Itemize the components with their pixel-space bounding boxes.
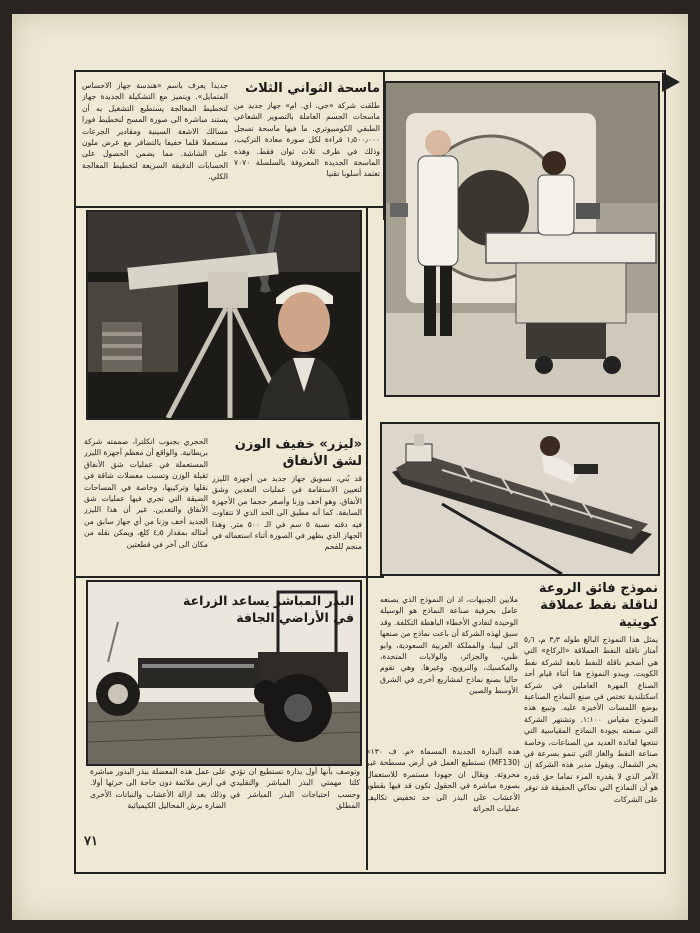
magazine-page	[12, 14, 688, 920]
ct-article-left	[82, 80, 228, 204]
seeding-body-left: على عمل هذه المعضلة ببذر البذور مباشرة في أرض ملائمة دون حاجة الى حرثها أولا. وذلك بعد ازالة الأعشاب والنباتات الأخرى الضارة برش المحاليل الكيميائية	[90, 767, 226, 811]
divider	[74, 576, 384, 578]
page-arrow-marker	[662, 72, 680, 92]
seeding-title: البذر المباشر يساعد الزراعة في الأراضي الجافة	[183, 593, 354, 625]
seeding-body-mid: وتوصف بأنها أول بذارة تستطيع ان تؤدي كلتا مهمتي البذر المباشر والتقليدي وحسب احتياجات البذر المباشر في المطلق	[230, 767, 360, 811]
page-number: ٧١	[84, 834, 98, 849]
laser-body-right: قد بُني، تسويق جهاز جديد من أجهزة الليزر لتعيين الاستقامة في عمليات التعدين وشق الأنفاق. وهو أخف وزنا وأصغر حجما من الأجهزة السابقة. كما أنه مطيق الى الحد الذي لا تتفاوت فيه دقته نسبة ٥ سم في الـ ٥٠٠ متر. وهذا الجهاز الذي يظهر في الصورة أثناء استعماله في منجم للفحم	[212, 474, 362, 552]
seeding-article-left	[90, 766, 226, 826]
laser-title: «ليزر» خفيف الوزن لشق الأنفاق	[234, 437, 362, 469]
tanker-article-right	[524, 580, 658, 850]
laser-article-right	[212, 436, 362, 576]
seeding-article-right	[366, 746, 520, 846]
tanker-article-left	[380, 594, 518, 744]
ct-article-right	[234, 80, 380, 208]
laser-article-left	[84, 436, 208, 576]
ct-title: ماسحة الثواني الثلاث	[245, 81, 380, 96]
tanker-title: نموذج فائق الروعة لناقلة نفط عملاقة كويتية	[538, 581, 658, 630]
ct-body-right: طلقت شركة «جي. اي. ام» جهاز جديد من ماسحات الجسم العاملة بالتصوير الشعاعي الطبقي الكومبيوتري. ما فيها ماسحة تسجل ١٫٥٠٠٫٠٠٠ قراءة لكل صورة معادة التركيب، وذلك في ظرف ثلاث ثوان فقط. وهذه الماسحة الجديدة المعروفة بالسلسلة ٧٠٧٠ تعتمد أسلوبا تقنيا	[234, 101, 380, 179]
laser-tunnel-photo	[86, 210, 362, 420]
tanker-body-left: ملايين الجنيهات، اذ ان النموذج الذي يصنعه عامل بحرفية صناعة النماذج هو الوسيلة الوحيدة لتفادي الأخطاء الباهظة التكلفة. وقد سبق لهذه الشركة أن باعت نماذج من صنعها الى ليبيا، والمملكة العربية السعودية، وابو ظبي، والجزائر، والولايات المتحدة، والمكسيك، والنرويج، وغيرها. وهي تقوم حاليا بصنع نماذج لمشاريع أخرى في الشرق الأوسط والصين	[380, 595, 518, 696]
ct-body-left: جديدا يعرف باسم «هندسة جهاز الاحساس المتمايل». ويتميز مع التشكيلة الجديدة جهاز لتخطيط المعالجة يستطيع التشغيل به أن يستند مباشرة الى صورة المسح لتخطيط فورا مسالك الاشعة السينية ومقادير الجرعات مستعملا قلما خفيفا بالتضافر مع عرض ملون على الشاشة. مما يضمن الحصول على الحسابات الدقيقة السريعة لتخطيط المعالجة الكلي.	[82, 81, 228, 182]
tanker-body-right: يمثل هذا النموذج البالغ طوله ٣٫٣ م، ٥٫٦ أمتار ناقلة النفط العملاقة «الركاع» التي هي أضخم ناقلة للنفط تابعة لشركة نفط الكويت. ويبدو النموذج هنا أثناء قيام أحد الصناع المهرة العاملين في شركة اسكتلندية تختص في صنع النماذج الصناعية بوضع اللمسات الأخيرة عليه. وتبيع هذه النموذج مقياس ١:١٠٠. وتشتهر الشركة التي صنعته بجودة النماذج المقياسية التي تنتجها لفائدة العديد من الصناعات، وخاصة صناعة النفط والغاز التي تنمو بسرعة في بحر الشمال. ويقول مدير هذه الشركة إن الأمر الذي لا يقدره المرء تماما حق قدره هو أن النماذج التي تحاكي الحقيقة قد توفر على الشركات	[524, 635, 658, 804]
ct-scanner-photo	[384, 81, 660, 397]
seeding-body-right: هذه البذارة الجديدة المسماة «م. ف ١٣٠» (MF130) تستطيع العمل في أرض مسطحة غير محروثة. ويقال ان جهودا مستمرة للاستعمال بصورة مباشرة في الحقول تكون قد فيها بقطور الأعشاب على البذر الى حد تخفيض تكاليف عمليات الحراثة	[366, 747, 520, 814]
laser-body-left: الحجري بجنوب انكلترا، صممته شركة بريطانية. والواقع أن معظم أجهزة الليزر المستعملة في عمليات شق الأنفاق ثقيلة الوزن وتسبب معضلات شاقة في نقلها وتركيبها، وخاصة في المساحات الضيقة التي تجري فيها عمليات شق الأنفاق والتعدين. غير أن هذا الليزر الجديد أخف وزنا من أي جهاز سابق من أمثاله بمقدار ٤٫٥ كلغ، ويمكن نقله من مكان الى آخر في قطعتين	[84, 437, 208, 549]
seeding-title-block	[182, 592, 354, 652]
seeding-article-mid	[230, 766, 360, 846]
tanker-model-photo	[380, 422, 660, 576]
